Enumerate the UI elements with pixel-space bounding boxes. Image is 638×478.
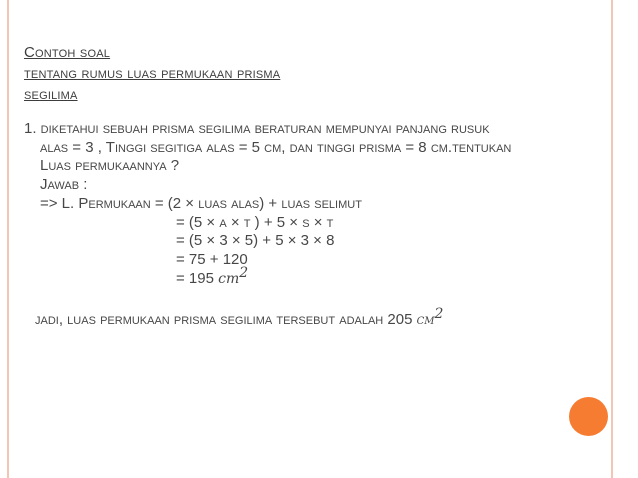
right-border-line xyxy=(611,0,613,478)
accent-circle xyxy=(569,397,608,436)
calc-result-value: = 195 xyxy=(176,269,219,287)
calc-step-1: = (5 × a × t ) + 5 × s × t xyxy=(176,213,334,231)
left-border-line xyxy=(7,0,9,478)
answer-label: Jawab : xyxy=(40,176,88,194)
title-line-1: Contoh soal xyxy=(24,44,111,61)
problem-line-3: Luas permukaannya ? xyxy=(40,157,180,175)
problem-body xyxy=(24,120,584,288)
calc-result-exponent: 2 xyxy=(239,264,249,281)
formula-line: => L. Permukaan = (2 × luas alas) + luas selimut xyxy=(40,194,362,212)
problem-line-1: 1. diketahui sebuah prisma segilima beraturan mempunyai panjang rusuk xyxy=(24,120,490,137)
title-line-3: segilima xyxy=(24,86,78,103)
conclusion xyxy=(35,306,444,328)
calc-result-unit: cm xyxy=(218,270,240,287)
problem-line-2: alas = 3 , Tinggi segitiga alas = 5 cm, dan tinggi prisma = 8 cm.tentukan xyxy=(40,138,512,156)
conclusion-text: jadi, luas permukaan prisma segilima tersebut adalah 205 xyxy=(35,311,417,328)
conclusion-exponent: 2 xyxy=(434,306,444,322)
calc-step-2: = (5 × 3 × 5) + 5 × 3 × 8 xyxy=(176,232,335,250)
conclusion-unit: cm xyxy=(416,312,435,328)
title-line-2: tentang rumus luas permukaan prisma xyxy=(24,65,281,82)
calc-result xyxy=(24,264,584,289)
slide-title xyxy=(24,42,444,105)
calc-step-3: = 75 + 120 xyxy=(176,250,248,268)
